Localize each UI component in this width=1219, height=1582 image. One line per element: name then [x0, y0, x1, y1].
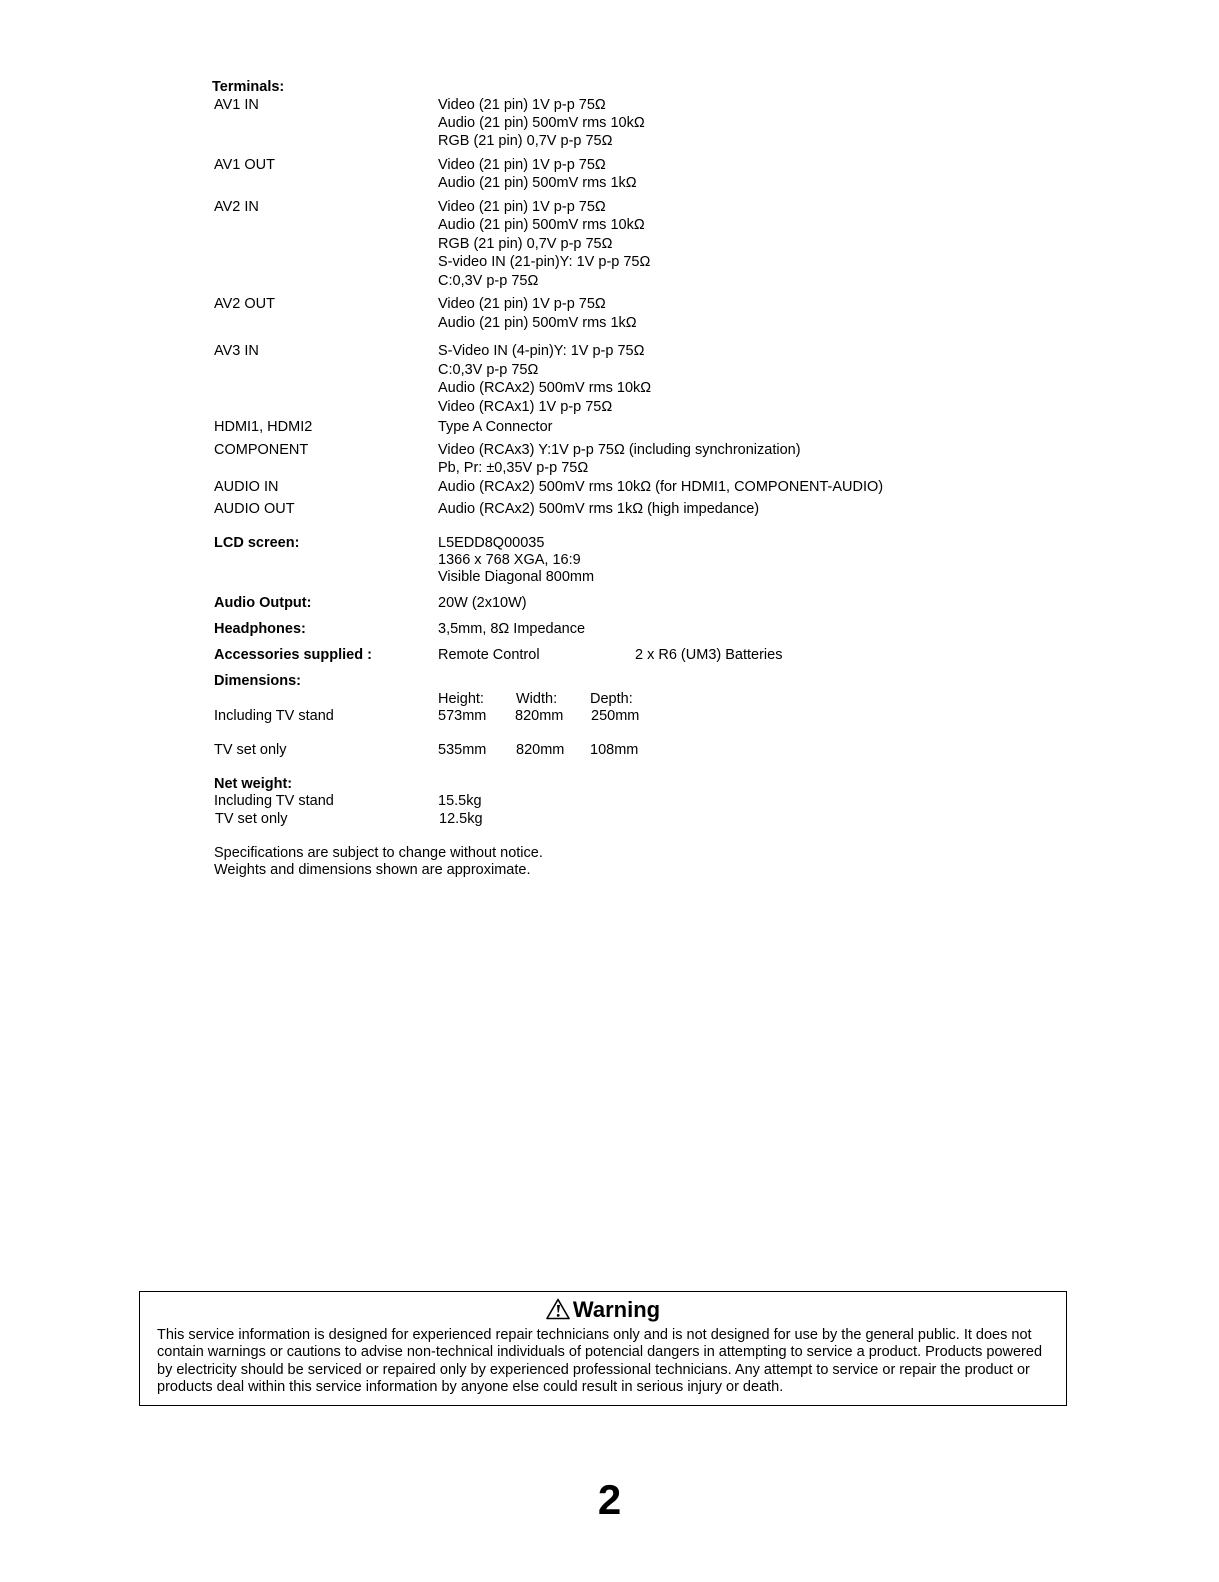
- lcd-line: 1366 x 768 XGA, 16:9: [438, 552, 581, 568]
- dimensions-depth-header: Depth:: [590, 691, 633, 707]
- av2-out-line: Audio (21 pin) 500mV rms 1kΩ: [438, 315, 637, 331]
- av2-in-line: C:0,3V p-p 75Ω: [438, 273, 539, 289]
- dimensions-height-value: 535mm: [438, 742, 487, 758]
- av3-in-line: Audio (RCAx2) 500mV rms 10kΩ: [438, 380, 652, 396]
- av2-out-line: Video (21 pin) 1V p-p 75Ω: [438, 296, 606, 312]
- av2-in-line: Video (21 pin) 1V p-p 75Ω: [438, 199, 606, 215]
- lcd-line: Visible Diagonal 800mm: [438, 569, 595, 585]
- av1-out-line: Audio (21 pin) 500mV rms 1kΩ: [438, 175, 637, 191]
- av1-out-label: AV1 OUT: [214, 157, 275, 173]
- av1-in-line: RGB (21 pin) 0,7V p-p 75Ω: [438, 133, 613, 149]
- warning-triangle-icon: [546, 1298, 570, 1320]
- dimensions-depth-value: 108mm: [590, 742, 639, 758]
- dimensions-width-header: Width:: [516, 691, 558, 707]
- component-line: Video (RCAx3) Y:1V p-p 75Ω (including synchronization): [438, 442, 801, 458]
- av1-in-label: AV1 IN: [214, 97, 259, 113]
- terminals-heading: Terminals:: [212, 79, 285, 95]
- net-weight-value: 15.5kg: [438, 793, 482, 809]
- dimensions-width-value: 820mm: [515, 708, 564, 724]
- av1-out-line: Video (21 pin) 1V p-p 75Ω: [438, 157, 606, 173]
- dimensions-row-label: Including TV stand: [214, 708, 334, 724]
- lcd-line: L5EDD8Q00035: [438, 535, 545, 551]
- av3-in-label: AV3 IN: [214, 343, 259, 359]
- spec-note: Weights and dimensions shown are approximate.: [214, 862, 531, 878]
- av3-in-line: S-Video IN (4-pin)Y: 1V p-p 75Ω: [438, 343, 645, 359]
- av2-in-line: S-video IN (21-pin)Y: 1V p-p 75Ω: [438, 254, 651, 270]
- av1-in-line: Audio (21 pin) 500mV rms 10kΩ: [438, 115, 645, 131]
- net-weight-row-label: TV set only: [215, 811, 288, 827]
- spec-note: Specifications are subject to change without notice.: [214, 845, 543, 861]
- net-weight-value: 12.5kg: [439, 811, 483, 827]
- lcd-label: LCD screen:: [214, 535, 300, 551]
- dimensions-label: Dimensions:: [214, 673, 302, 689]
- av2-in-line: Audio (21 pin) 500mV rms 10kΩ: [438, 217, 645, 233]
- headphones-label: Headphones:: [214, 621, 306, 637]
- headphones-value: 3,5mm, 8Ω Impedance: [438, 621, 586, 637]
- dimensions-height-value: 573mm: [438, 708, 487, 724]
- audio-in-label: AUDIO IN: [214, 479, 279, 495]
- av1-in-line: Video (21 pin) 1V p-p 75Ω: [438, 97, 606, 113]
- av3-in-line: Video (RCAx1) 1V p-p 75Ω: [438, 399, 613, 415]
- audio-in-line: Audio (RCAx2) 500mV rms 10kΩ (for HDMI1, COMPONENT-AUDIO): [438, 479, 884, 495]
- dimensions-depth-value: 250mm: [591, 708, 640, 724]
- warning-title: [140, 1297, 1066, 1323]
- dimensions-width-value: 820mm: [516, 742, 565, 758]
- accessories-label: Accessories supplied :: [214, 647, 372, 663]
- audio-output-value: 20W (2x10W): [438, 595, 527, 611]
- warning-box: [139, 1291, 1067, 1406]
- warning-text: This service information is designed for experienced repair technicians only and is not designed for use by the general public. It does not contain warnings or cautions to advise non-technical individuals of potencial dangers in attempting to service a product. Products powered by electricity should be serviced or repaired only by experienced professional technicians. Any attempt to service or repair the product or products deal within this service information by anyone else could result in serious injury or death.: [157, 1327, 1043, 1396]
- hdmi-line: Type A Connector: [438, 419, 553, 435]
- accessory-batteries: 2 x R6 (UM3) Batteries: [635, 647, 783, 663]
- av2-out-label: AV2 OUT: [214, 296, 275, 312]
- av2-in-line: RGB (21 pin) 0,7V p-p 75Ω: [438, 236, 613, 252]
- page-number: 2: [597, 1476, 622, 1523]
- warning-title-text: Warning: [572, 1297, 661, 1322]
- component-label: COMPONENT: [214, 442, 309, 458]
- net-weight-label: Net weight:: [214, 776, 293, 792]
- audio-out-line: Audio (RCAx2) 500mV rms 1kΩ (high impedance): [438, 501, 760, 517]
- av2-in-label: AV2 IN: [214, 199, 259, 215]
- audio-output-label: Audio Output:: [214, 595, 312, 611]
- av3-in-line: C:0,3V p-p 75Ω: [438, 362, 539, 378]
- component-line: Pb, Pr: ±0,35V p-p 75Ω: [438, 460, 589, 476]
- audio-out-label: AUDIO OUT: [214, 501, 295, 517]
- hdmi-label: HDMI1, HDMI2: [214, 419, 313, 435]
- net-weight-row-label: Including TV stand: [214, 793, 334, 809]
- dimensions-row-label: TV set only: [214, 742, 287, 758]
- accessory-remote: Remote Control: [438, 647, 540, 663]
- dimensions-height-header: Height:: [438, 691, 484, 707]
